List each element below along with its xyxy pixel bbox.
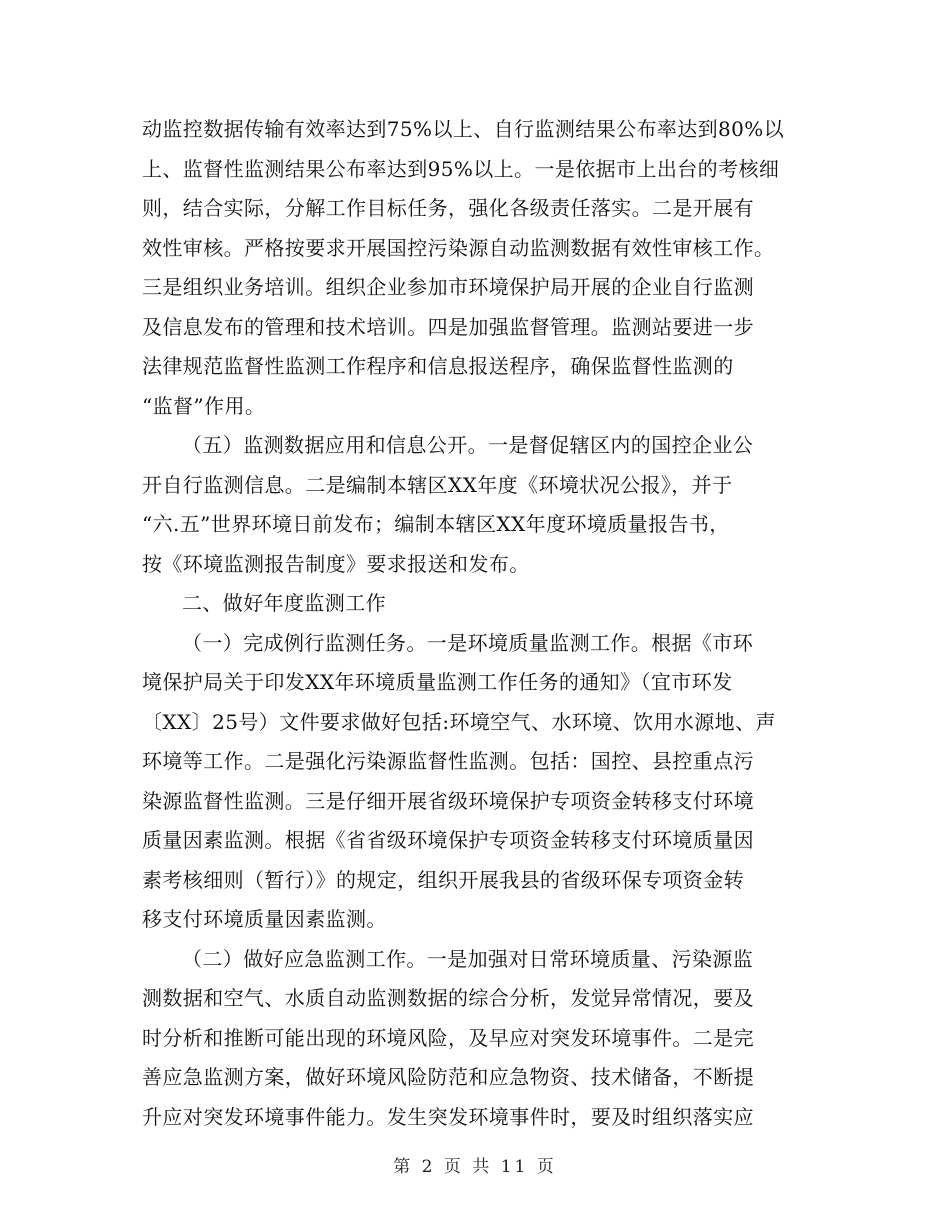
text-line: 素考核细则（暂行）》的规定，组织开展我县的省级环保专项资金转 — [142, 867, 744, 892]
text-line: 三是组织业务培训。组织企业参加市环境保护局开展的企业自行监测 — [142, 275, 754, 299]
text-line: 效性审核。严格按要求开展国控污染源自动监测数据有效性审核工作。 — [142, 235, 775, 260]
text-line: 开自行监测信息。二是编制本辖区XX年度《环境状况公报》，并于 — [142, 472, 733, 497]
text-line: 境保护局关于印发XX年环境质量监测工作任务的通知》（宜市环发 — [142, 670, 733, 694]
text-line: 法律规范监督性监测工作程序和信息报送程序，确保监督性监测的 — [142, 354, 734, 378]
text-line: 上、监督性监测结果公布率达到95%以上。一是依据市上出台的考核细 — [142, 156, 780, 181]
text-line: “监督”作用。 — [142, 393, 266, 418]
section-heading: 二、做好年度监测工作 — [182, 591, 386, 615]
text-line: 则，结合实际，分解工作目标任务，强化各级责任落实。二是开展有 — [142, 196, 754, 220]
paragraph-start-line: （一）完成例行监测任务。一是环境质量监测工作。根据《市环 — [182, 630, 754, 655]
page-number-footer: 第 2 页 共 11 页 — [393, 1157, 557, 1177]
text-line: 染源监督性监测。三是仔细开展省级环境保护专项资金转移支付环境 — [142, 788, 754, 813]
text-line: 及信息发布的管理和技术培训。四是加强监督管理。监测站要进一步 — [142, 314, 754, 339]
text-line: 动监控数据传输有效率达到75%以上、自行监测结果公布率达到80%以 — [142, 117, 785, 141]
text-line: 升应对突发环境事件能力。发生突发环境事件时，要及时组织落实应 — [142, 1104, 754, 1129]
text-line: 〔XX〕25号）文件要求做好包括:环境空气、水环境、饮用水源地、声 — [142, 709, 776, 734]
text-line: 质量因素监测。根据《省省级环境保护专项资金转移支付环境质量因 — [142, 828, 754, 852]
text-line: 移支付环境质量因素监测。 — [142, 907, 387, 931]
document-body — [142, 110, 812, 1137]
text-line: 善应急监测方案，做好环境风险防范和应急物资、技术储备，不断提 — [142, 1065, 754, 1089]
text-line: 测数据和空气、水质自动监测数据的综合分析，发觉异常情况，要及 — [142, 986, 754, 1010]
text-line: 时分析和推断可能出现的环境风险，及早应对突发环境事件。二是完 — [142, 1025, 754, 1050]
paragraph-start-line: （五）监测数据应用和信息公开。一是督促辖区内的国控企业公 — [182, 433, 754, 457]
text-line: 环境等工作。二是强化污染源监督性监测。包括：国控、县控重点污 — [142, 749, 754, 773]
text-line: 按《环境监测报告制度》要求报送和发布。 — [142, 551, 530, 576]
paragraph-start-line: （二）做好应急监测工作。一是加强对日常环境质量、污染源监 — [182, 946, 754, 971]
text-line: “六.五”世界环境日前发布；编制本辖区XX年度环境质量报告书， — [142, 512, 730, 536]
